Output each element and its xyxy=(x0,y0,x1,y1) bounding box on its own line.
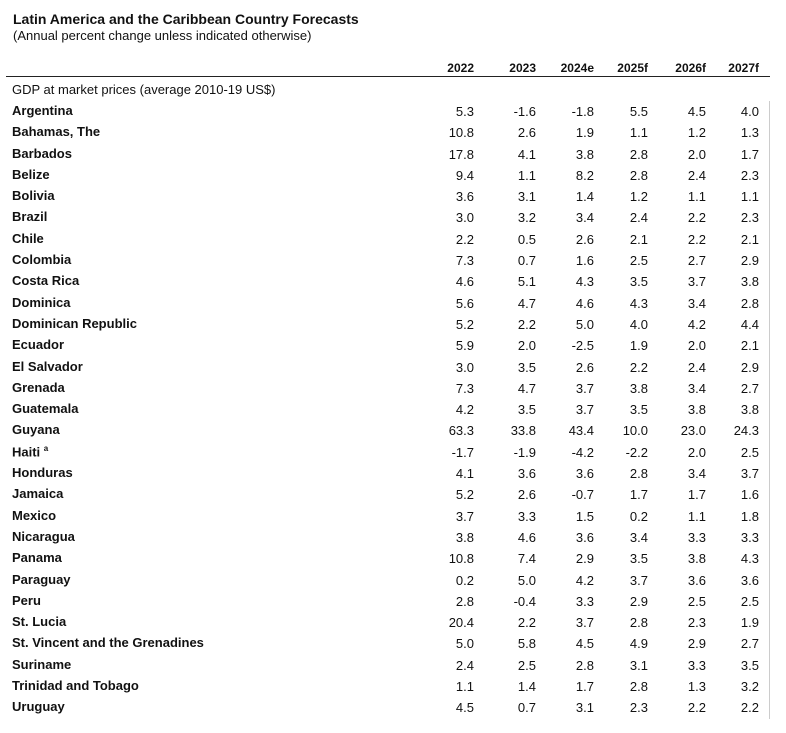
value-cell: 3.2 xyxy=(517,210,536,226)
value-cell: 2.1 xyxy=(740,338,759,354)
value-cell: 2.8 xyxy=(575,657,594,673)
value-cell: 1.1 xyxy=(740,189,759,205)
table-row xyxy=(6,548,770,569)
value-cell: 1.9 xyxy=(740,615,759,631)
value-cell: 0.7 xyxy=(517,700,536,716)
value-cell: 1.2 xyxy=(629,189,648,205)
value-cell: 0.2 xyxy=(629,508,648,524)
value-cell: 9.4 xyxy=(455,167,474,183)
country-name-text: Belize xyxy=(12,166,50,182)
country-name-text: Dominica xyxy=(12,294,71,310)
value-cell: 3.8 xyxy=(455,529,474,545)
value-cell: 2.5 xyxy=(740,593,759,609)
country-name xyxy=(12,252,71,267)
value-cell: 2.8 xyxy=(629,466,648,482)
value-cell: 2.3 xyxy=(687,615,706,631)
table-row xyxy=(6,229,770,250)
value-cell: 4.7 xyxy=(517,295,536,311)
table-row xyxy=(6,207,770,228)
value-cell: 2.8 xyxy=(740,295,759,311)
value-cell: -0.7 xyxy=(571,487,594,503)
value-cell: 3.6 xyxy=(517,466,536,482)
value-cell: 1.5 xyxy=(575,508,594,524)
country-name-text: Haiti xyxy=(12,444,41,460)
country-name-text: Paraguay xyxy=(12,571,71,587)
value-cell: 3.6 xyxy=(687,572,706,588)
header-rule xyxy=(6,76,770,77)
value-cell: 1.1 xyxy=(629,125,648,141)
table-row xyxy=(6,484,770,505)
value-cell: 2.4 xyxy=(687,359,706,375)
value-cell: 10.0 xyxy=(622,423,648,439)
table-row xyxy=(6,357,770,378)
column-header-row xyxy=(6,58,770,78)
value-cell: 1.9 xyxy=(575,125,594,141)
country-name-text: Chile xyxy=(12,230,44,246)
value-cell: 2.4 xyxy=(687,167,706,183)
value-cell: 3.4 xyxy=(575,210,594,226)
country-name-text: Barbados xyxy=(12,145,72,161)
table-row xyxy=(6,101,770,122)
value-cell: 3.4 xyxy=(687,295,706,311)
country-name-text: Guatemala xyxy=(12,401,79,417)
value-cell: 1.6 xyxy=(740,487,759,503)
table-row xyxy=(6,378,770,399)
table-row xyxy=(6,655,770,676)
value-cell: 4.1 xyxy=(455,466,474,482)
value-cell: 2.6 xyxy=(517,125,536,141)
value-cell: 4.5 xyxy=(455,700,474,716)
value-cell: 10.8 xyxy=(448,125,474,141)
value-cell: 3.5 xyxy=(629,551,648,567)
value-cell: 2.8 xyxy=(629,167,648,183)
value-cell: 3.5 xyxy=(740,657,759,673)
country-name xyxy=(12,422,60,437)
value-cell: 3.1 xyxy=(629,657,648,673)
value-cell: 3.5 xyxy=(517,402,536,418)
country-name-text: Colombia xyxy=(12,252,72,268)
value-cell: 3.3 xyxy=(575,593,594,609)
country-name xyxy=(12,103,73,118)
country-name xyxy=(12,273,79,288)
value-cell: 4.2 xyxy=(455,402,474,418)
country-name-text: Grenada xyxy=(12,379,65,395)
value-cell: 3.1 xyxy=(575,700,594,716)
value-cell: 2.6 xyxy=(575,359,594,375)
value-cell: 4.3 xyxy=(629,295,648,311)
country-name xyxy=(12,380,65,395)
value-cell: 1.7 xyxy=(687,487,706,503)
value-cell: 3.7 xyxy=(629,572,648,588)
value-cell: 2.7 xyxy=(687,253,706,269)
value-cell: 7.3 xyxy=(455,380,474,396)
value-cell: 5.9 xyxy=(455,338,474,354)
column-header-2024e: 2024e xyxy=(560,61,594,75)
country-name-text: Costa Rica xyxy=(12,273,80,289)
value-cell: 4.5 xyxy=(575,636,594,652)
value-cell: 3.0 xyxy=(455,359,474,375)
value-cell: 4.6 xyxy=(517,529,536,545)
value-cell: -1.7 xyxy=(451,444,474,460)
value-cell: 3.6 xyxy=(575,466,594,482)
table-row xyxy=(6,271,770,292)
value-cell: 2.6 xyxy=(575,231,594,247)
value-cell: 5.2 xyxy=(455,487,474,503)
value-cell: 3.5 xyxy=(629,402,648,418)
value-cell: 2.2 xyxy=(687,231,706,247)
value-cell: 3.4 xyxy=(687,466,706,482)
value-cell: 4.2 xyxy=(687,316,706,332)
table-header xyxy=(13,10,359,44)
value-cell: 1.7 xyxy=(575,679,594,695)
value-cell: 2.3 xyxy=(740,167,759,183)
value-cell: 4.9 xyxy=(629,636,648,652)
value-cell: 1.4 xyxy=(517,679,536,695)
country-name xyxy=(12,146,72,161)
value-cell: 2.2 xyxy=(629,359,648,375)
value-cell: 2.2 xyxy=(517,615,536,631)
value-cell: 2.9 xyxy=(629,593,648,609)
table-row xyxy=(6,250,770,271)
value-cell: 3.3 xyxy=(517,508,536,524)
value-cell: -1.8 xyxy=(571,104,594,119)
table-row xyxy=(6,314,770,335)
table-row xyxy=(6,463,770,484)
value-cell: 2.9 xyxy=(740,359,759,375)
value-cell: 5.2 xyxy=(455,316,474,332)
country-name-text: Uruguay xyxy=(12,699,65,715)
value-cell: 33.8 xyxy=(510,423,536,439)
country-name-text: Bahamas, The xyxy=(12,124,101,140)
value-cell: 0.7 xyxy=(517,253,536,269)
value-cell: 2.7 xyxy=(740,636,759,652)
country-name xyxy=(12,337,64,352)
value-cell: 17.8 xyxy=(448,146,474,162)
value-cell: 2.0 xyxy=(517,338,536,354)
value-cell: 2.9 xyxy=(687,636,706,652)
section-label: GDP at market prices (average 2010-19 US$) xyxy=(12,82,276,97)
value-cell: 2.5 xyxy=(740,444,759,460)
table-row xyxy=(6,165,770,186)
country-name xyxy=(12,486,63,501)
value-cell: 1.8 xyxy=(740,508,759,524)
value-cell: 3.7 xyxy=(575,402,594,418)
forecast-table xyxy=(6,58,770,719)
value-cell: 8.2 xyxy=(575,167,594,183)
value-cell: 3.8 xyxy=(629,380,648,396)
value-cell: 2.4 xyxy=(629,210,648,226)
value-cell: 1.3 xyxy=(687,679,706,695)
table-row xyxy=(6,612,770,633)
value-cell: 2.9 xyxy=(575,551,594,567)
country-name xyxy=(12,124,100,139)
value-cell: 1.6 xyxy=(575,253,594,269)
value-cell: 2.5 xyxy=(517,657,536,673)
value-cell: 5.1 xyxy=(517,274,536,290)
value-cell: -1.9 xyxy=(513,444,536,460)
country-name xyxy=(12,593,41,608)
country-name xyxy=(12,401,78,416)
country-name xyxy=(12,295,71,310)
value-cell: 2.8 xyxy=(455,593,474,609)
value-cell: 4.4 xyxy=(740,316,759,332)
value-cell: 1.1 xyxy=(687,189,706,205)
value-cell: 3.6 xyxy=(575,529,594,545)
value-cell: 1.7 xyxy=(629,487,648,503)
value-cell: 43.4 xyxy=(568,423,594,439)
table-row xyxy=(6,527,770,548)
country-name-text: Jamaica xyxy=(12,486,64,502)
value-cell: 3.3 xyxy=(740,529,759,545)
value-cell: 2.1 xyxy=(740,231,759,247)
country-name xyxy=(12,209,47,224)
table-row xyxy=(6,676,770,697)
value-cell: 2.2 xyxy=(687,210,706,226)
value-cell: 1.2 xyxy=(687,125,706,141)
value-cell: -4.2 xyxy=(571,444,594,460)
value-cell: 2.5 xyxy=(687,593,706,609)
value-cell: 5.6 xyxy=(455,295,474,311)
country-name-text: Argentina xyxy=(12,103,73,118)
value-cell: -2.5 xyxy=(571,338,594,354)
table-row xyxy=(6,633,770,654)
table-row xyxy=(6,442,770,463)
value-cell: 3.4 xyxy=(629,529,648,545)
value-cell: 2.2 xyxy=(740,700,759,716)
value-cell: 24.3 xyxy=(733,423,759,439)
value-cell: 0.2 xyxy=(455,572,474,588)
value-cell: 4.3 xyxy=(575,274,594,290)
value-cell: 20.4 xyxy=(448,615,474,631)
value-cell: 2.2 xyxy=(517,316,536,332)
table-row xyxy=(6,570,770,591)
value-cell: 3.3 xyxy=(687,529,706,545)
value-cell: 2.1 xyxy=(629,231,648,247)
country-name xyxy=(12,188,55,203)
value-cell: 5.0 xyxy=(575,316,594,332)
country-name xyxy=(12,359,83,374)
column-header-2023: 2023 xyxy=(509,61,536,75)
country-name xyxy=(12,657,71,672)
country-name-text: Guyana xyxy=(12,422,60,438)
value-cell: 1.4 xyxy=(575,189,594,205)
value-cell: 3.5 xyxy=(517,359,536,375)
country-name xyxy=(12,508,56,523)
value-cell: 2.0 xyxy=(687,444,706,460)
country-name xyxy=(12,635,204,650)
value-cell: 2.0 xyxy=(687,146,706,162)
value-cell: 3.7 xyxy=(575,615,594,631)
column-header-2022: 2022 xyxy=(447,61,474,75)
value-cell: 2.8 xyxy=(629,146,648,162)
value-cell: 4.6 xyxy=(575,295,594,311)
value-cell: 4.7 xyxy=(517,380,536,396)
value-cell: 3.0 xyxy=(455,210,474,226)
value-cell: 2.2 xyxy=(687,700,706,716)
value-cell: 3.8 xyxy=(575,146,594,162)
value-cell: 4.3 xyxy=(740,551,759,567)
table-row xyxy=(6,293,770,314)
value-cell: 5.0 xyxy=(517,572,536,588)
country-name-text: Bolivia xyxy=(12,188,55,204)
column-header-2025f: 2025f xyxy=(617,61,648,75)
table-subtitle: (Annual percent change unless indicated otherwise) xyxy=(13,28,312,43)
value-cell: 1.3 xyxy=(740,125,759,141)
country-name-text: Trinidad and Tobago xyxy=(12,678,139,694)
value-cell: 5.0 xyxy=(455,636,474,652)
column-header-2027f: 2027f xyxy=(728,61,759,75)
value-cell: 1.9 xyxy=(629,338,648,354)
value-cell: 5.5 xyxy=(629,104,648,119)
table-row xyxy=(6,144,770,165)
country-name-text: Mexico xyxy=(12,507,57,523)
country-name-text: Suriname xyxy=(12,656,72,672)
value-cell: 5.3 xyxy=(455,104,474,119)
country-name xyxy=(12,444,48,459)
country-name-text: Ecuador xyxy=(12,337,65,353)
country-name-text: Brazil xyxy=(12,209,48,225)
value-cell: -1.6 xyxy=(513,104,536,119)
value-cell: 3.8 xyxy=(687,402,706,418)
value-cell: 5.8 xyxy=(517,636,536,652)
value-cell: 7.4 xyxy=(517,551,536,567)
country-name-text: El Salvador xyxy=(12,358,83,374)
value-cell: 3.8 xyxy=(687,551,706,567)
value-cell: 3.7 xyxy=(740,466,759,482)
value-cell: 2.0 xyxy=(687,338,706,354)
table-row xyxy=(6,697,770,718)
country-name xyxy=(12,529,75,544)
value-cell: 3.5 xyxy=(629,274,648,290)
value-cell: 3.6 xyxy=(740,572,759,588)
value-cell: 3.8 xyxy=(740,274,759,290)
value-cell: 2.9 xyxy=(740,253,759,269)
country-name-text: Honduras xyxy=(12,465,73,481)
value-cell: 2.3 xyxy=(740,210,759,226)
value-cell: 2.7 xyxy=(740,380,759,396)
value-cell: 7.3 xyxy=(455,253,474,269)
value-cell: 23.0 xyxy=(680,423,706,439)
country-name xyxy=(12,678,139,693)
value-cell: 4.6 xyxy=(455,274,474,290)
value-cell: 3.3 xyxy=(687,657,706,673)
value-cell: 1.1 xyxy=(687,508,706,524)
value-cell: 10.8 xyxy=(448,551,474,567)
table-title: Latin America and the Caribbean Country Forecasts xyxy=(13,11,359,27)
value-cell: 2.4 xyxy=(455,657,474,673)
value-cell: 4.2 xyxy=(575,572,594,588)
country-name-text: St. Vincent and the Grenadines xyxy=(12,635,204,651)
value-cell: -2.2 xyxy=(625,444,648,460)
value-cell: 4.0 xyxy=(629,316,648,332)
table-row xyxy=(6,420,770,441)
value-cell: 3.1 xyxy=(517,189,536,205)
value-cell: 4.5 xyxy=(687,104,706,119)
country-name-text: Peru xyxy=(12,592,41,608)
value-cell: 3.7 xyxy=(455,508,474,524)
value-cell: 3.6 xyxy=(455,189,474,205)
value-cell: 2.6 xyxy=(517,487,536,503)
table-row xyxy=(6,506,770,527)
country-name xyxy=(12,167,50,182)
value-cell: 3.4 xyxy=(687,380,706,396)
country-name xyxy=(12,572,71,587)
country-name xyxy=(12,614,66,629)
country-name-text: Panama xyxy=(12,550,62,566)
table-body xyxy=(6,101,770,719)
value-cell: 2.8 xyxy=(629,615,648,631)
value-cell: 1.1 xyxy=(455,679,474,695)
value-cell: 1.1 xyxy=(517,167,536,183)
value-cell: 3.7 xyxy=(575,380,594,396)
country-name-text: St. Lucia xyxy=(12,614,67,630)
country-name-text: Nicaragua xyxy=(12,528,75,544)
table-row xyxy=(6,399,770,420)
table-row xyxy=(6,122,770,143)
country-name xyxy=(12,550,62,565)
value-cell: 4.0 xyxy=(740,104,759,119)
value-cell: 2.3 xyxy=(629,700,648,716)
country-name-text: Dominican Republic xyxy=(12,315,137,331)
value-cell: 0.5 xyxy=(517,231,536,247)
value-cell: 2.5 xyxy=(629,253,648,269)
country-name xyxy=(12,316,137,331)
country-name xyxy=(12,231,44,246)
country-name xyxy=(12,699,65,714)
column-header-2026f: 2026f xyxy=(675,61,706,75)
table-row xyxy=(6,186,770,207)
value-cell: 4.1 xyxy=(517,146,536,162)
value-cell: 2.2 xyxy=(455,231,474,247)
value-cell: 1.7 xyxy=(740,146,759,162)
table-row xyxy=(6,591,770,612)
country-name xyxy=(12,465,73,480)
value-cell: 3.7 xyxy=(687,274,706,290)
value-cell: 3.2 xyxy=(740,679,759,695)
table-row xyxy=(6,335,770,356)
value-cell: 63.3 xyxy=(448,423,474,439)
footnote-marker: a xyxy=(43,443,49,453)
value-cell: 3.8 xyxy=(740,402,759,418)
value-cell: 2.8 xyxy=(629,679,648,695)
value-cell: -0.4 xyxy=(513,593,536,609)
